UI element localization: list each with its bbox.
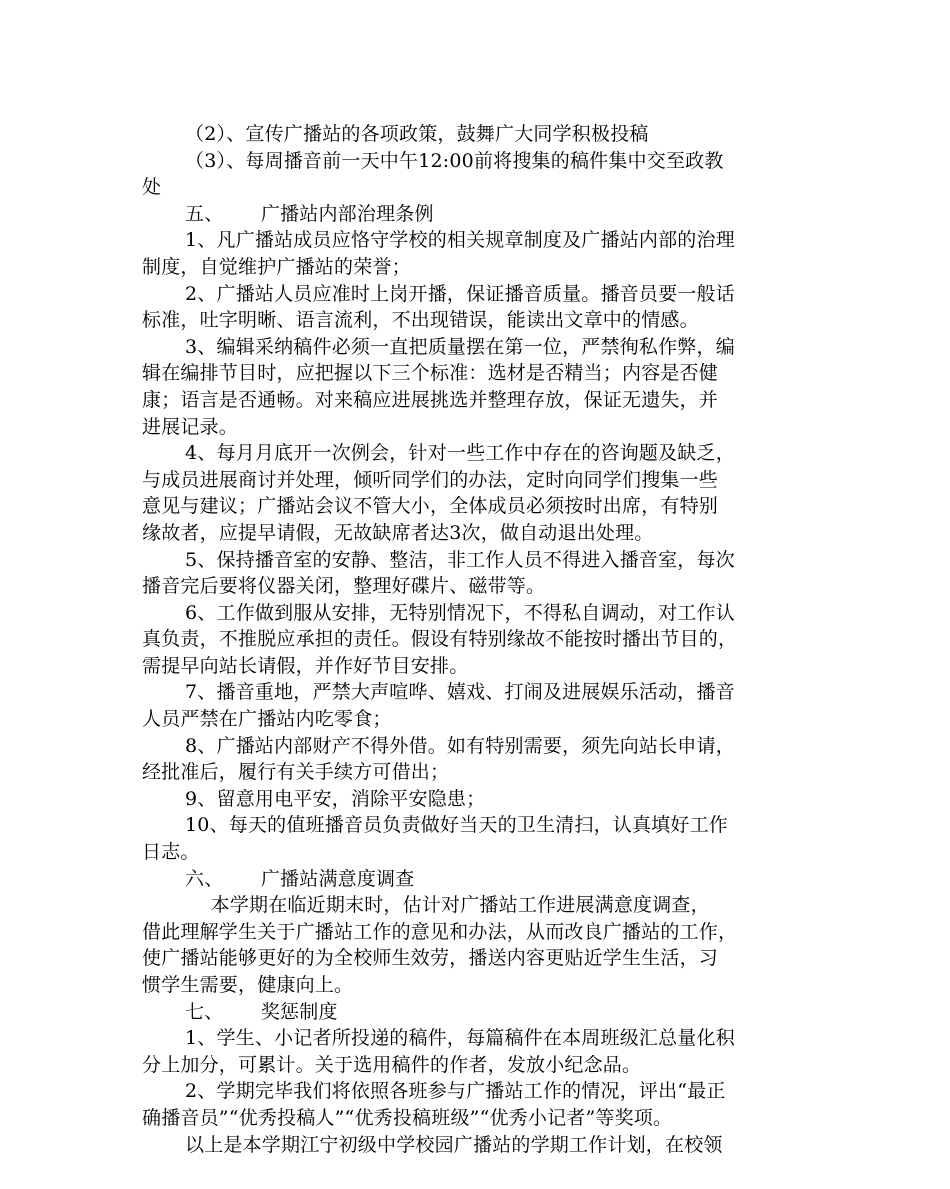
text-line: 进展记录。: [142, 415, 239, 438]
text-line: 处: [142, 176, 162, 199]
text-line: （2）、宣传广播站的各项政策，鼓舞广大同学积极投稿: [185, 123, 649, 145]
text-line: 1、学生、小记者所投递的稿件，每篇稿件在本周班级汇总量化积: [185, 1027, 735, 1050]
text-line: 意见与建议；广播站会议不管大小，全体成员必须按时出席，有特别: [142, 495, 719, 518]
text-line: 4、每月月底开一次例会，针对一些工作中存在的咨询题及缺乏，: [185, 442, 735, 465]
text-line: 本学期在临近期末时，估计对广播站工作进展满意度调查，: [142, 894, 710, 917]
text-line: 1、凡广播站成员应恪守学校的相关规章制度及广播站内部的治理: [185, 229, 735, 252]
text-line: 需提早向站长请假，并作好节目安排。: [142, 654, 469, 677]
text-line: 七、 奖惩制度: [185, 1000, 338, 1023]
text-line: 分上加分，可累计。关于选用稿件的作者，发放小纪念品。: [142, 1053, 642, 1076]
text-line: 播音完后要将仪器关闭，整理好碟片、磁带等。: [142, 575, 546, 598]
text-line: 惯学生需要，健康向上。: [142, 974, 354, 996]
text-line: 7、播音重地，严禁大声喧哗、嬉戏、打闹及进展娱乐活动，播音: [185, 681, 735, 704]
text-line: 与成员进展商讨并处理，倾听同学们的办法，定时向同学们搜集一些: [142, 468, 719, 491]
text-line: 10、每天的值班播音员负责做好当天的卫生清扫，认真填好工作: [185, 814, 728, 837]
text-line: 六、 广播站满意度调查: [185, 867, 415, 890]
text-line: 真负责，不推脱应承担的责任。假设有特别缘故不能按时播出节目的，: [142, 628, 738, 651]
text-line: 8、广播站内部财产不得外借。如有特别需要，须先向站长申请，: [185, 734, 735, 757]
text-line: 9、留意用电平安，消除平安隐患；: [185, 787, 486, 810]
text-line: 确播音员”“优秀投稿人”“优秀投稿班级”“优秀小记者”等奖项。: [142, 1106, 673, 1129]
text-line: 以上是本学期江宁初级中学校园广播站的学期工作计划，在校领: [185, 1133, 723, 1156]
text-line: 5、保持播音室的安静、整洁，非工作人员不得进入播音室，每次: [185, 548, 735, 571]
text-line: 6、工作做到服从安排，无特别情况下，不得私自调动，对工作认: [185, 601, 735, 624]
text-line: 制度，自觉维护广播站的荣誉；: [142, 255, 411, 278]
document-body: [142, 121, 810, 1158]
text-line: （3）、每周播音前一天中午12:00前将搜集的稿件集中交至政教: [185, 149, 724, 172]
text-line: 经批准后，履行有关手续方可借出；: [142, 761, 450, 784]
text-line: 日志。: [142, 841, 200, 864]
text-line: 辑在编排节目时，应把握以下三个标准：选材是否精当；内容是否健: [142, 362, 719, 385]
text-line: 缘故者，应提早请假，无故缺席者达3次，做自动退出处理。: [142, 521, 654, 544]
text-line: 使广播站能够更好的为全校师生效劳，播送内容更贴近学生生活，习: [142, 947, 719, 970]
text-line: 康；语言是否通畅。对来稿应进展挑选并整理存放，保证无遗失，并: [142, 388, 719, 411]
text-line: 借此理解学生关于广播站工作的意见和办法，从而改良广播站的工作，: [142, 920, 738, 943]
text-line: 五、 广播站内部治理条例: [185, 202, 434, 225]
text-line: 2、学期完毕我们将依照各班参与广播站工作的情况，评出“最正: [185, 1080, 726, 1103]
text-line: 标准，吐字明晰、语言流利，不出现错误，能读出文章中的情感。: [142, 309, 699, 332]
text-line: 人员严禁在广播站内吃零食；: [142, 708, 392, 731]
text-line: 3、编辑采纳稿件必须一直把质量摆在第一位，严禁徇私作弊，编: [185, 335, 735, 358]
text-line: 2、广播站人员应准时上岗开播，保证播音质量。播音员要一般话: [185, 282, 735, 305]
